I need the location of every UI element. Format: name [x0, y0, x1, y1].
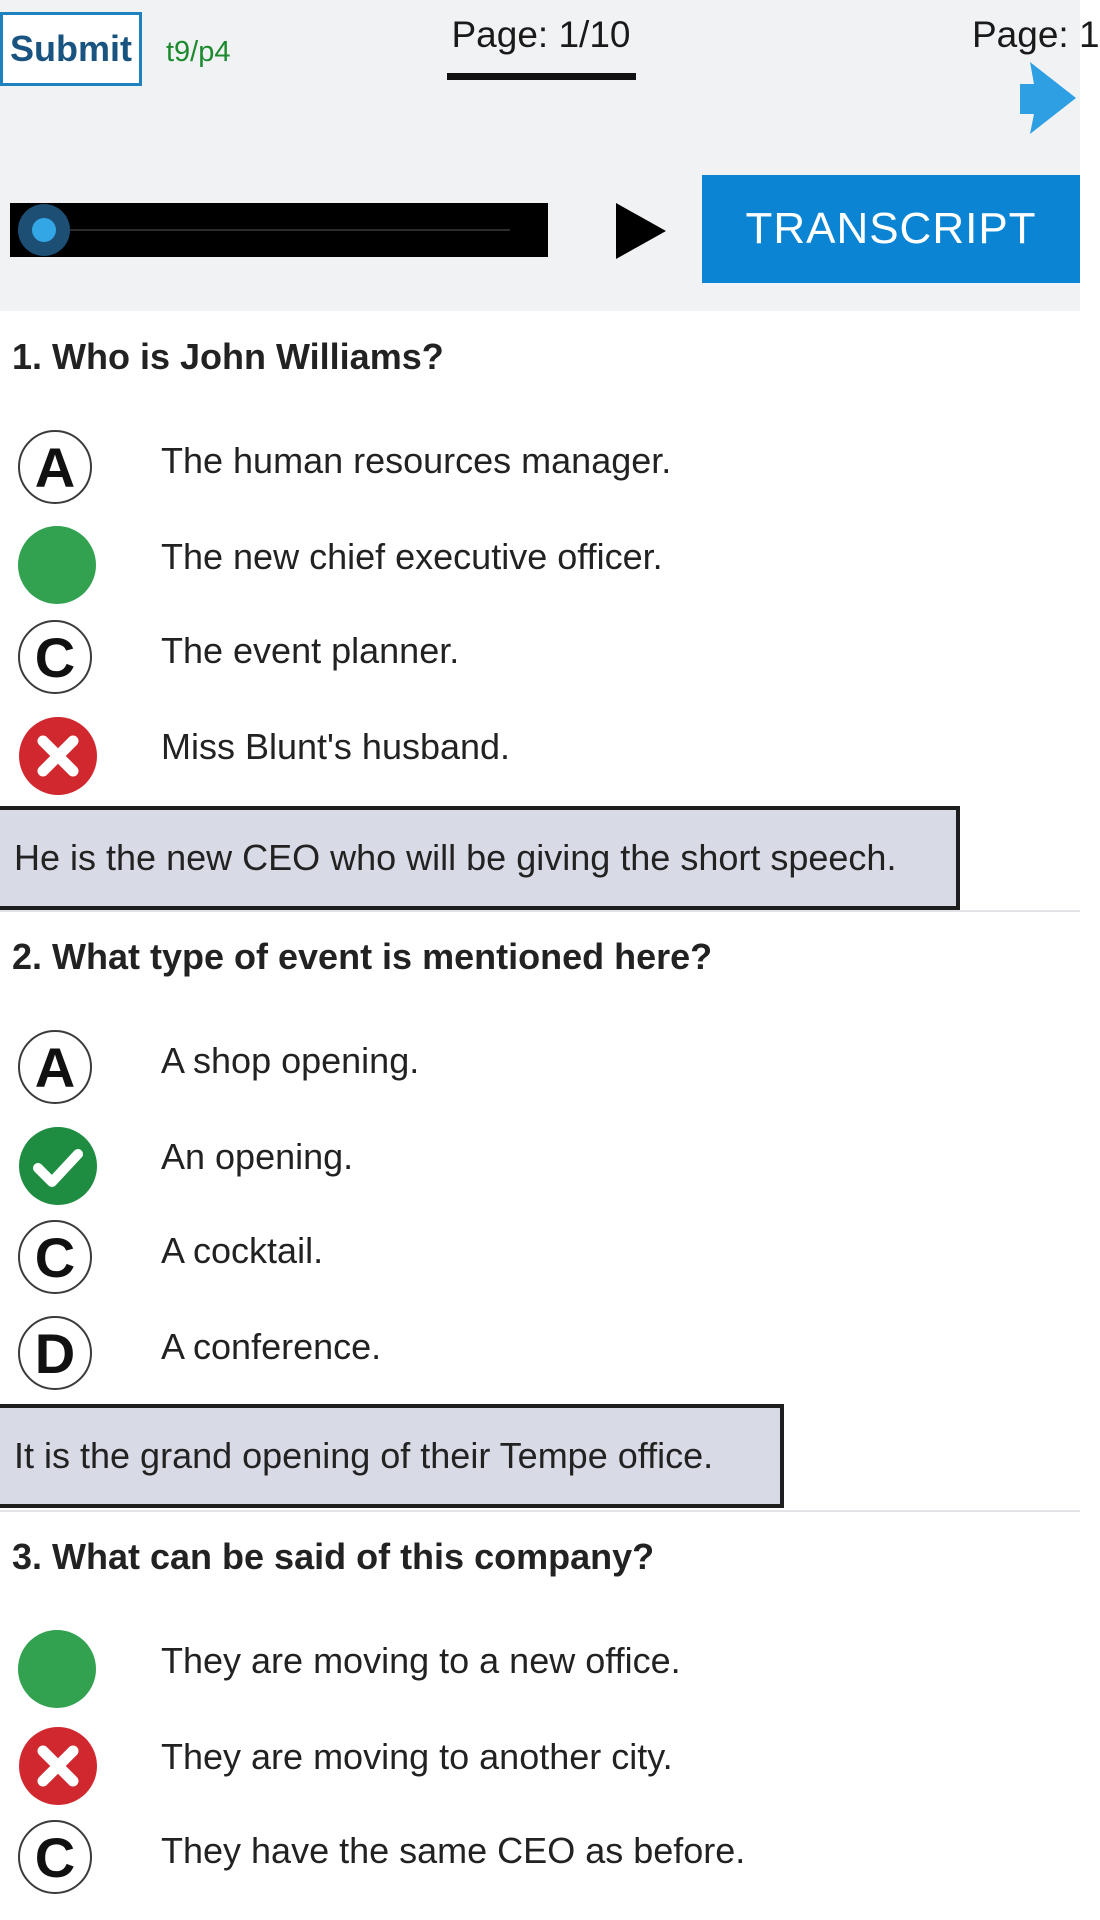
option-text: Miss Blunt's husband. [161, 726, 511, 767]
option-text: They are moving to another city. [161, 1736, 673, 1777]
check-mark-icon [18, 1126, 98, 1206]
option-text: A shop opening. [161, 1040, 420, 1081]
option-text: A cocktail. [161, 1230, 324, 1271]
question-divider [0, 1510, 1080, 1512]
option-letter-circle: C [18, 1820, 92, 1894]
page-counter: Page: 1/10 [451, 14, 631, 55]
audio-slider-thumb-dot [32, 218, 56, 242]
play-icon[interactable] [612, 201, 668, 261]
question-divider [0, 910, 1080, 912]
option-text: They are moving to a new office. [161, 1640, 681, 1681]
question-2-option-b[interactable] [0, 1120, 1080, 1210]
question-1-explanation: He is the new CEO who will be giving the short speech. [0, 806, 960, 910]
wrong-x-icon [18, 716, 98, 796]
page-counter-underline [447, 73, 636, 80]
option-text: The new chief executive officer. [161, 536, 663, 577]
option-text: A conference. [161, 1326, 382, 1367]
question-2-option-c[interactable] [0, 1214, 1080, 1304]
question-1-option-b[interactable] [0, 520, 1080, 610]
audio-progress-slider[interactable] [10, 203, 548, 257]
option-text: The event planner. [161, 630, 460, 671]
audio-progress-line [70, 229, 510, 231]
question-2-option-d[interactable] [0, 1310, 1080, 1400]
option-letter-circle: C [18, 1220, 92, 1294]
option-text: An opening. [161, 1136, 354, 1177]
question-1-option-d[interactable] [0, 710, 1080, 800]
page-id-label: t9/p4 [166, 36, 231, 68]
header-area [0, 0, 1100, 311]
question-1-title: 1. Who is John Williams? [12, 336, 444, 377]
option-letter-circle: A [18, 1030, 92, 1104]
question-2-explanation: It is the grand opening of their Tempe office. [0, 1404, 784, 1508]
option-text: They have the same CEO as before. [161, 1830, 746, 1871]
correct-answer-indicator [18, 526, 96, 604]
correct-answer-indicator [18, 1630, 96, 1708]
option-letter-circle: C [18, 620, 92, 694]
question-3-option-a[interactable] [0, 1624, 1080, 1714]
audio-slider-thumb[interactable] [18, 204, 70, 256]
option-letter-circle: D [18, 1316, 92, 1390]
transcript-button[interactable]: TRANSCRIPT [702, 175, 1080, 283]
question-2-title: 2. What type of event is mentioned here? [12, 936, 713, 977]
question-2-option-a[interactable] [0, 1024, 1080, 1114]
question-1-option-a[interactable] [0, 424, 1080, 514]
submit-button[interactable]: Submit [0, 12, 142, 86]
option-letter-circle: A [18, 430, 92, 504]
question-3-title: 3. What can be said of this company? [12, 1536, 655, 1577]
next-arrow-icon[interactable] [1020, 62, 1080, 138]
question-1-option-c[interactable] [0, 614, 1080, 704]
question-3-option-c[interactable] [0, 1814, 1080, 1904]
question-3-option-b[interactable] [0, 1720, 1080, 1810]
wrong-x-icon [18, 1726, 98, 1806]
option-text: The human resources manager. [161, 440, 672, 481]
page-counter-next: Page: 1 [972, 14, 1100, 55]
